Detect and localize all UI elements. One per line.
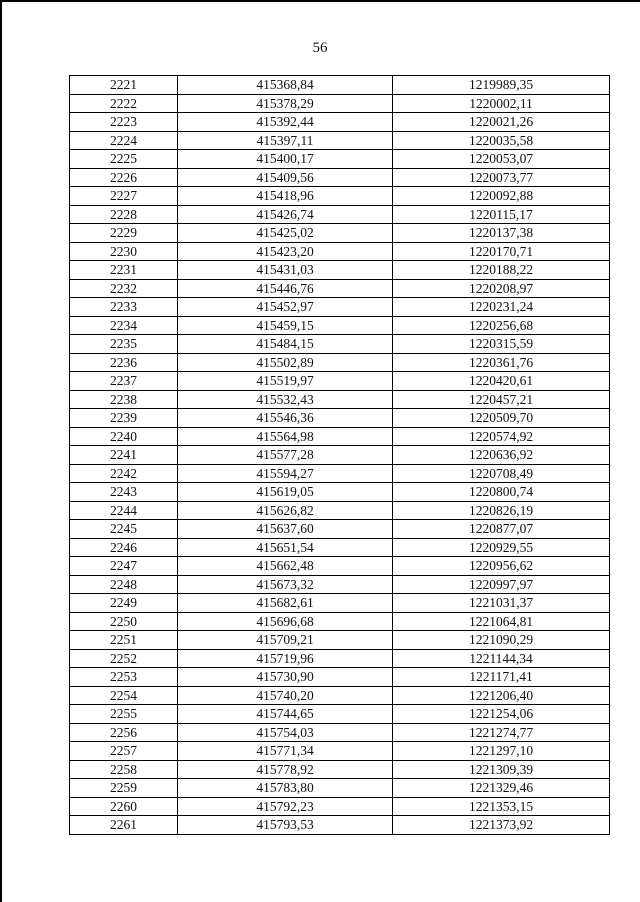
table-row xyxy=(70,816,610,835)
y-coordinate-cell: 1220002,11 xyxy=(393,94,610,113)
x-coordinate-cell: 415709,21 xyxy=(178,631,393,650)
x-coordinate-cell: 415397,11 xyxy=(178,131,393,150)
x-coordinate-cell: 415778,92 xyxy=(178,760,393,779)
table-row xyxy=(70,427,610,446)
point-number-cell: 2239 xyxy=(70,409,178,428)
coordinates-table-body xyxy=(70,76,610,835)
point-number-cell: 2234 xyxy=(70,316,178,335)
point-number-cell: 2236 xyxy=(70,353,178,372)
point-number-cell: 2232 xyxy=(70,279,178,298)
x-coordinate-cell: 415619,05 xyxy=(178,483,393,502)
point-number-cell: 2242 xyxy=(70,464,178,483)
x-coordinate-cell: 415577,28 xyxy=(178,446,393,465)
point-number-cell: 2249 xyxy=(70,594,178,613)
y-coordinate-cell: 1220188,22 xyxy=(393,261,610,280)
x-coordinate-cell: 415502,89 xyxy=(178,353,393,372)
y-coordinate-cell: 1220053,07 xyxy=(393,150,610,169)
x-coordinate-cell: 415793,53 xyxy=(178,816,393,835)
y-coordinate-cell: 1220170,71 xyxy=(393,242,610,261)
x-coordinate-cell: 415426,74 xyxy=(178,205,393,224)
point-number-cell: 2221 xyxy=(70,76,178,95)
point-number-cell: 2259 xyxy=(70,779,178,798)
table-row xyxy=(70,797,610,816)
table-row xyxy=(70,705,610,724)
point-number-cell: 2230 xyxy=(70,242,178,261)
y-coordinate-cell: 1220574,92 xyxy=(393,427,610,446)
x-coordinate-cell: 415431,03 xyxy=(178,261,393,280)
x-coordinate-cell: 415744,65 xyxy=(178,705,393,724)
y-coordinate-cell: 1220021,26 xyxy=(393,113,610,132)
y-coordinate-cell: 1221144,34 xyxy=(393,649,610,668)
table-row xyxy=(70,649,610,668)
table-row xyxy=(70,464,610,483)
table-row xyxy=(70,131,610,150)
point-number-cell: 2246 xyxy=(70,538,178,557)
table-row xyxy=(70,520,610,539)
y-coordinate-cell: 1220137,38 xyxy=(393,224,610,243)
y-coordinate-cell: 1220208,97 xyxy=(393,279,610,298)
y-coordinate-cell: 1220509,70 xyxy=(393,409,610,428)
table-row xyxy=(70,742,610,761)
x-coordinate-cell: 415519,97 xyxy=(178,372,393,391)
table-row xyxy=(70,538,610,557)
point-number-cell: 2252 xyxy=(70,649,178,668)
point-number-cell: 2251 xyxy=(70,631,178,650)
point-number-cell: 2224 xyxy=(70,131,178,150)
point-number-cell: 2254 xyxy=(70,686,178,705)
y-coordinate-cell: 1220708,49 xyxy=(393,464,610,483)
y-coordinate-cell: 1221031,37 xyxy=(393,594,610,613)
x-coordinate-cell: 415484,15 xyxy=(178,335,393,354)
y-coordinate-cell: 1220997,97 xyxy=(393,575,610,594)
x-coordinate-cell: 415546,36 xyxy=(178,409,393,428)
y-coordinate-cell: 1220929,55 xyxy=(393,538,610,557)
point-number-cell: 2243 xyxy=(70,483,178,502)
x-coordinate-cell: 415682,61 xyxy=(178,594,393,613)
point-number-cell: 2231 xyxy=(70,261,178,280)
y-coordinate-cell: 1221171,41 xyxy=(393,668,610,687)
y-coordinate-cell: 1220315,59 xyxy=(393,335,610,354)
point-number-cell: 2256 xyxy=(70,723,178,742)
x-coordinate-cell: 415392,44 xyxy=(178,113,393,132)
y-coordinate-cell: 1221309,39 xyxy=(393,760,610,779)
table-row xyxy=(70,390,610,409)
x-coordinate-cell: 415425,02 xyxy=(178,224,393,243)
x-coordinate-cell: 415400,17 xyxy=(178,150,393,169)
y-coordinate-cell: 1220956,62 xyxy=(393,557,610,576)
point-number-cell: 2228 xyxy=(70,205,178,224)
table-row xyxy=(70,723,610,742)
table-row xyxy=(70,612,610,631)
table-row xyxy=(70,150,610,169)
x-coordinate-cell: 415418,96 xyxy=(178,187,393,206)
x-coordinate-cell: 415783,80 xyxy=(178,779,393,798)
point-number-cell: 2248 xyxy=(70,575,178,594)
x-coordinate-cell: 415792,23 xyxy=(178,797,393,816)
point-number-cell: 2235 xyxy=(70,335,178,354)
table-row xyxy=(70,446,610,465)
y-coordinate-cell: 1220231,24 xyxy=(393,298,610,317)
table-row xyxy=(70,205,610,224)
table-row xyxy=(70,168,610,187)
table-row xyxy=(70,353,610,372)
table-row xyxy=(70,298,610,317)
x-coordinate-cell: 415696,68 xyxy=(178,612,393,631)
y-coordinate-cell: 1220877,07 xyxy=(393,520,610,539)
y-coordinate-cell: 1221206,40 xyxy=(393,686,610,705)
point-number-cell: 2225 xyxy=(70,150,178,169)
point-number-cell: 2260 xyxy=(70,797,178,816)
table-row xyxy=(70,668,610,687)
y-coordinate-cell: 1220361,76 xyxy=(393,353,610,372)
y-coordinate-cell: 1221329,46 xyxy=(393,779,610,798)
x-coordinate-cell: 415719,96 xyxy=(178,649,393,668)
y-coordinate-cell: 1221064,81 xyxy=(393,612,610,631)
y-coordinate-cell: 1221090,29 xyxy=(393,631,610,650)
y-coordinate-cell: 1221373,92 xyxy=(393,816,610,835)
point-number-cell: 2241 xyxy=(70,446,178,465)
point-number-cell: 2238 xyxy=(70,390,178,409)
table-row xyxy=(70,279,610,298)
page-number: 56 xyxy=(312,40,328,56)
x-coordinate-cell: 415446,76 xyxy=(178,279,393,298)
y-coordinate-cell: 1220826,19 xyxy=(393,501,610,520)
point-number-cell: 2226 xyxy=(70,168,178,187)
point-number-cell: 2222 xyxy=(70,94,178,113)
table-row xyxy=(70,316,610,335)
table-row xyxy=(70,779,610,798)
table-row xyxy=(70,594,610,613)
x-coordinate-cell: 415626,82 xyxy=(178,501,393,520)
table-row xyxy=(70,501,610,520)
x-coordinate-cell: 415423,20 xyxy=(178,242,393,261)
x-coordinate-cell: 415673,32 xyxy=(178,575,393,594)
point-number-cell: 2245 xyxy=(70,520,178,539)
point-number-cell: 2223 xyxy=(70,113,178,132)
y-coordinate-cell: 1220115,17 xyxy=(393,205,610,224)
y-coordinate-cell: 1220256,68 xyxy=(393,316,610,335)
table-row xyxy=(70,686,610,705)
point-number-cell: 2233 xyxy=(70,298,178,317)
point-number-cell: 2257 xyxy=(70,742,178,761)
y-coordinate-cell: 1221274,77 xyxy=(393,723,610,742)
x-coordinate-cell: 415651,54 xyxy=(178,538,393,557)
table-row xyxy=(70,409,610,428)
table-row xyxy=(70,76,610,95)
table-row xyxy=(70,94,610,113)
point-number-cell: 2253 xyxy=(70,668,178,687)
table-row xyxy=(70,335,610,354)
coordinates-table xyxy=(69,75,610,835)
x-coordinate-cell: 415452,97 xyxy=(178,298,393,317)
table-row xyxy=(70,557,610,576)
x-coordinate-cell: 415771,34 xyxy=(178,742,393,761)
table-row xyxy=(70,372,610,391)
point-number-cell: 2240 xyxy=(70,427,178,446)
y-coordinate-cell: 1220457,21 xyxy=(393,390,610,409)
y-coordinate-cell: 1220073,77 xyxy=(393,168,610,187)
x-coordinate-cell: 415378,29 xyxy=(178,94,393,113)
point-number-cell: 2247 xyxy=(70,557,178,576)
y-coordinate-cell: 1220636,92 xyxy=(393,446,610,465)
table-row xyxy=(70,113,610,132)
x-coordinate-cell: 415594,27 xyxy=(178,464,393,483)
point-number-cell: 2250 xyxy=(70,612,178,631)
x-coordinate-cell: 415409,56 xyxy=(178,168,393,187)
y-coordinate-cell: 1221254,06 xyxy=(393,705,610,724)
point-number-cell: 2255 xyxy=(70,705,178,724)
y-coordinate-cell: 1221297,10 xyxy=(393,742,610,761)
x-coordinate-cell: 415740,20 xyxy=(178,686,393,705)
point-number-cell: 2229 xyxy=(70,224,178,243)
table-row xyxy=(70,631,610,650)
point-number-cell: 2237 xyxy=(70,372,178,391)
y-coordinate-cell: 1220800,74 xyxy=(393,483,610,502)
table-row xyxy=(70,224,610,243)
y-coordinate-cell: 1219989,35 xyxy=(393,76,610,95)
x-coordinate-cell: 415730,90 xyxy=(178,668,393,687)
table-row xyxy=(70,575,610,594)
point-number-cell: 2227 xyxy=(70,187,178,206)
point-number-cell: 2261 xyxy=(70,816,178,835)
x-coordinate-cell: 415754,03 xyxy=(178,723,393,742)
x-coordinate-cell: 415637,60 xyxy=(178,520,393,539)
x-coordinate-cell: 415532,43 xyxy=(178,390,393,409)
x-coordinate-cell: 415564,98 xyxy=(178,427,393,446)
point-number-cell: 2244 xyxy=(70,501,178,520)
y-coordinate-cell: 1221353,15 xyxy=(393,797,610,816)
y-coordinate-cell: 1220092,88 xyxy=(393,187,610,206)
table-row xyxy=(70,261,610,280)
x-coordinate-cell: 415662,48 xyxy=(178,557,393,576)
x-coordinate-cell: 415368,84 xyxy=(178,76,393,95)
table-row xyxy=(70,760,610,779)
table-row xyxy=(70,187,610,206)
table-row xyxy=(70,483,610,502)
x-coordinate-cell: 415459,15 xyxy=(178,316,393,335)
y-coordinate-cell: 1220035,58 xyxy=(393,131,610,150)
table-row xyxy=(70,242,610,261)
y-coordinate-cell: 1220420,61 xyxy=(393,372,610,391)
point-number-cell: 2258 xyxy=(70,760,178,779)
